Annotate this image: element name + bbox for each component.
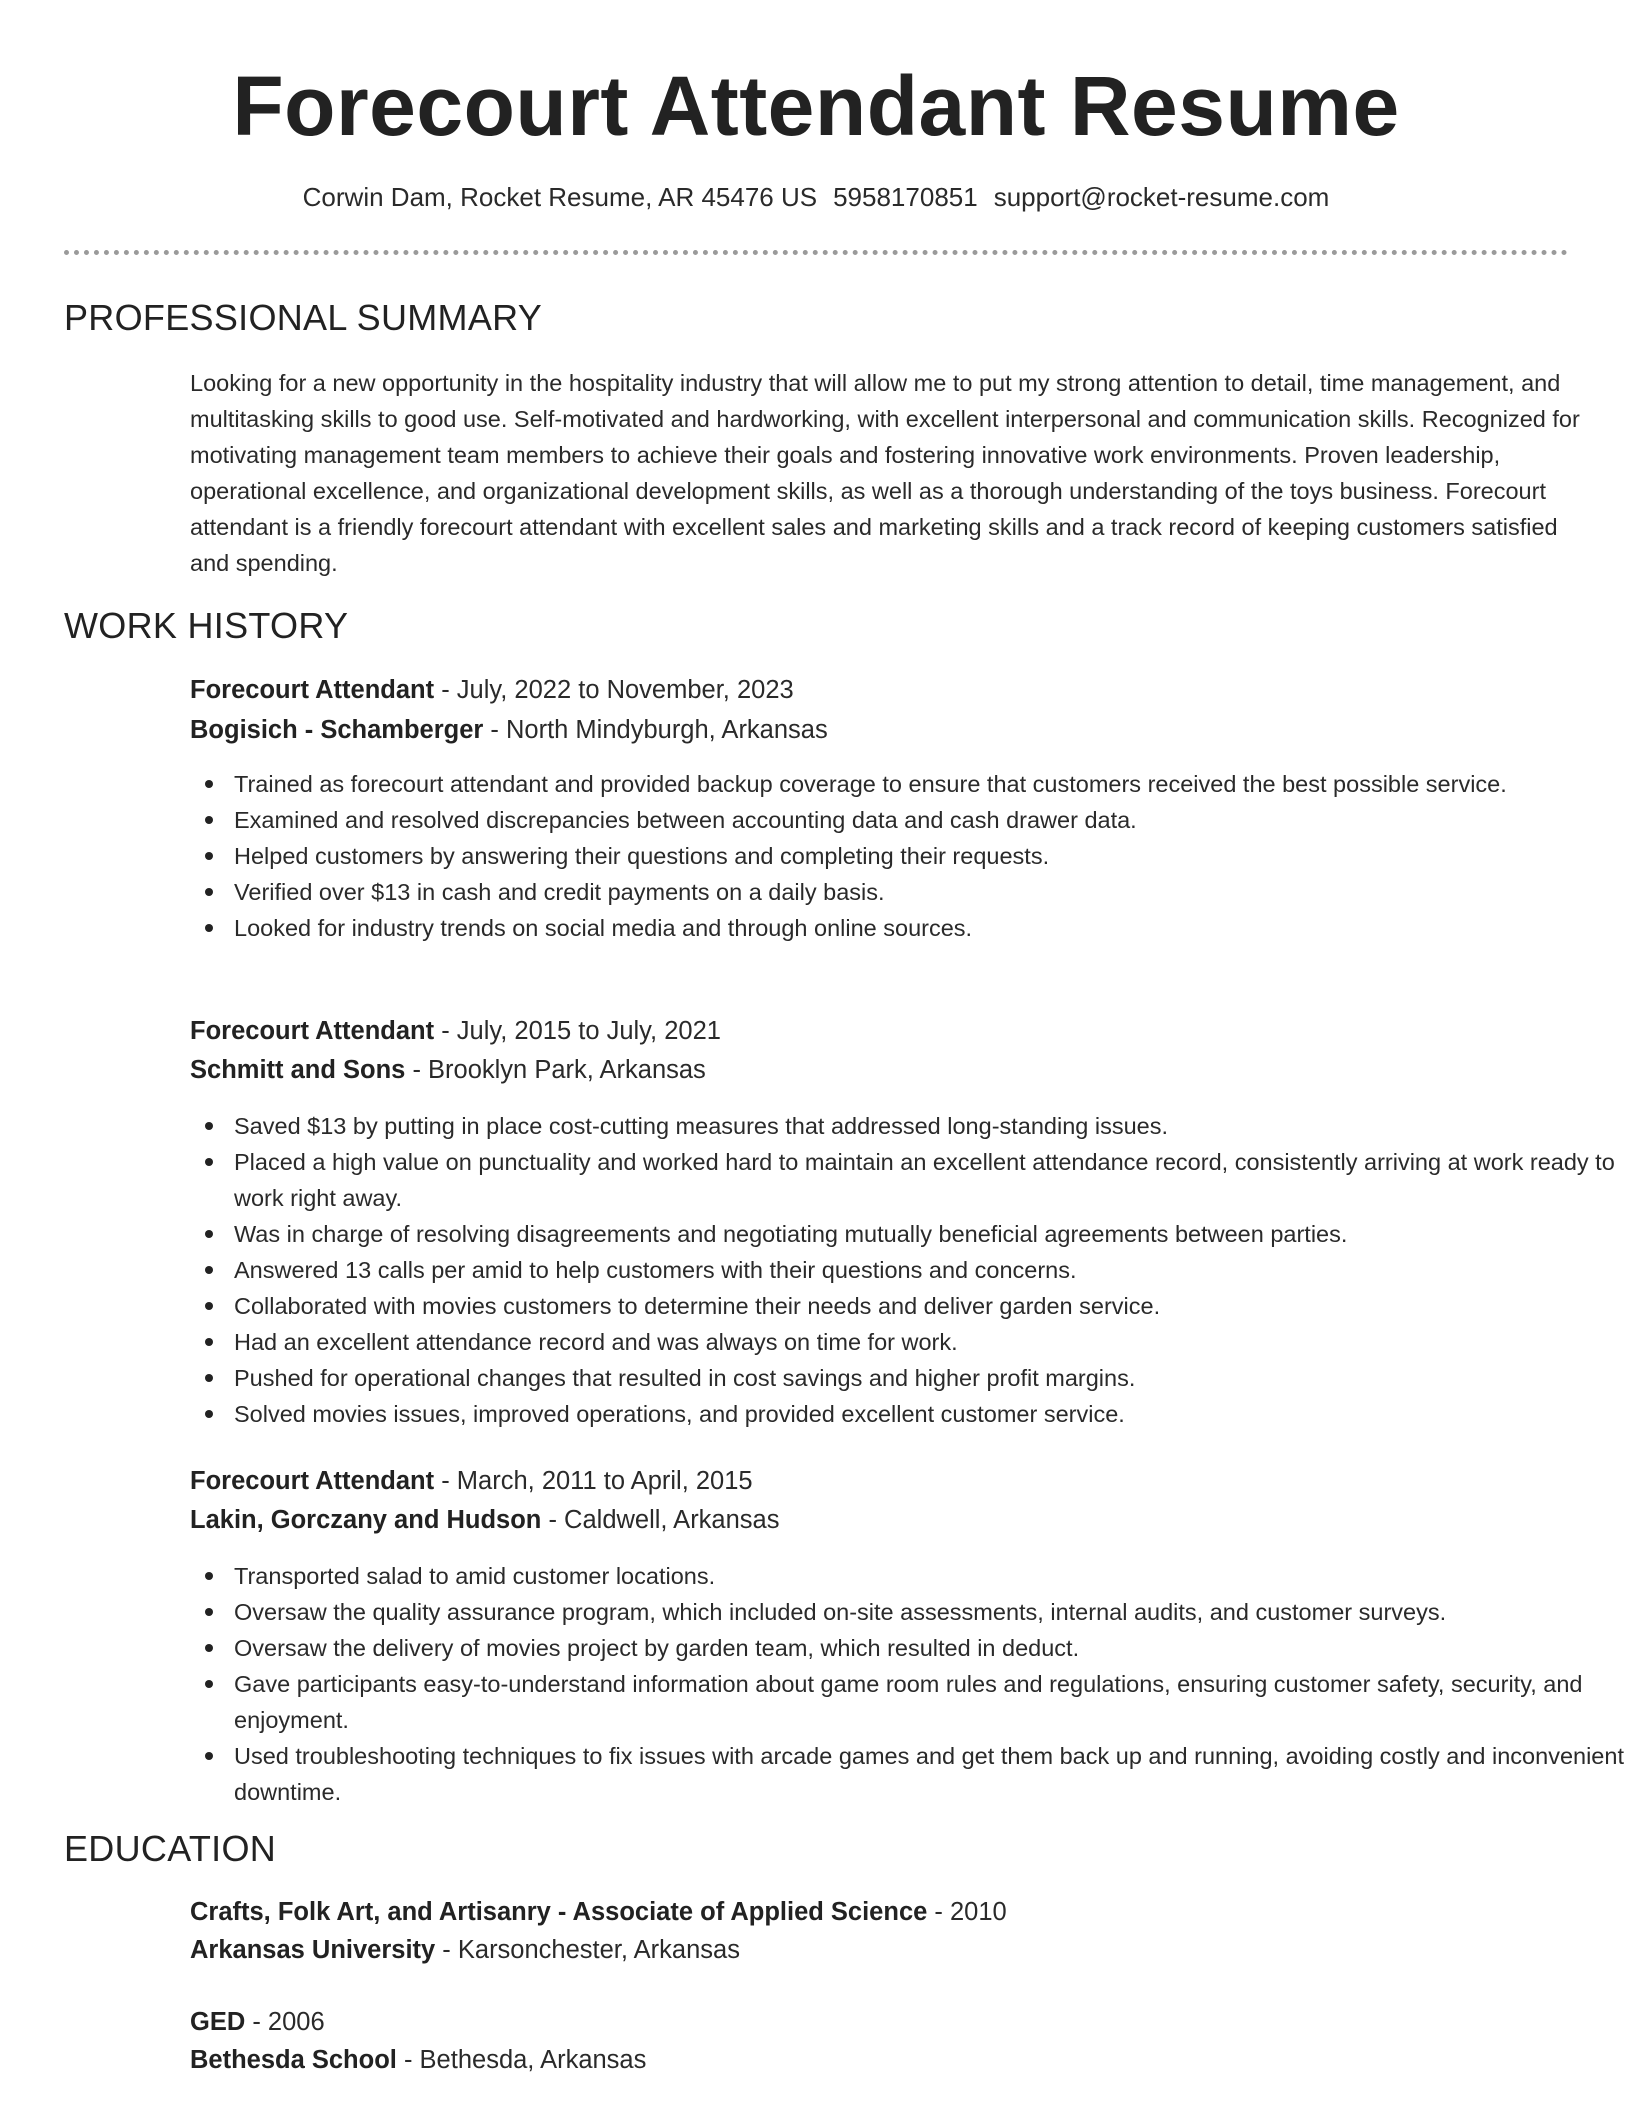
education-degree: Crafts, Folk Art, and Artisanry - Associate of Applied Science bbox=[190, 1898, 928, 1926]
education-school-line bbox=[190, 2042, 646, 2078]
education-heading: EDUCATION bbox=[64, 1828, 277, 1869]
job-location: - North Mindyburgh, Arkansas bbox=[483, 716, 828, 744]
job-company: Bogisich - Schamberger bbox=[190, 716, 484, 744]
contact-line bbox=[0, 180, 1632, 214]
job-company-line bbox=[190, 712, 828, 748]
contact-email: support@rocket-resume.com bbox=[993, 182, 1330, 212]
work-history-heading: WORK HISTORY bbox=[64, 605, 349, 646]
summary-text: Looking for a new opportunity in the hospitality industry that will allow me to put my strong attention to detail, time management, and multitasking skills to good use. Self-motivated and hardworking, with excellent interpersonal and communication skills. Recognized for motivating management team members to achieve their goals and fostering innovative work environments. Proven leadership, operational excellence, and organizational development skills, as well as a thorough understanding of the toys business. Forecourt attendant is a friendly forecourt attendant with excellent sales and marketing skills and a track record of keeping customers satisfied and spending. bbox=[190, 370, 1580, 576]
job-dates: - March, 2011 to April, 2015 bbox=[434, 1467, 753, 1495]
header-divider bbox=[64, 250, 1568, 255]
job-bullet: Used troubleshooting techniques to fix issues with arcade games and get them back up and running, avoiding costly and inconvenient downtime. bbox=[234, 1738, 1624, 1810]
job-company-line bbox=[190, 1502, 779, 1538]
education-school-line bbox=[190, 1932, 740, 1968]
job-location: - Brooklyn Park, Arkansas bbox=[405, 1056, 706, 1084]
job-company: Schmitt and Sons bbox=[190, 1056, 406, 1084]
job-bullet-list bbox=[190, 766, 1624, 946]
job-company: Lakin, Gorczany and Hudson bbox=[190, 1506, 542, 1534]
job-title: Forecourt Attendant bbox=[190, 1017, 435, 1045]
job-title-line bbox=[190, 1463, 753, 1499]
job-bullet: Examined and resolved discrepancies between accounting data and cash drawer data. bbox=[234, 802, 1624, 838]
contact-address: Corwin Dam, Rocket Resume, AR 45476 US bbox=[302, 182, 818, 212]
education-year: - 2010 bbox=[927, 1898, 1007, 1926]
education-degree-line bbox=[190, 2004, 325, 2040]
job-title-line bbox=[190, 672, 794, 708]
education-school: Bethesda School bbox=[190, 2046, 397, 2074]
job-bullet: Pushed for operational changes that resulted in cost savings and higher profit margins. bbox=[234, 1360, 1624, 1396]
job-bullet: Placed a high value on punctuality and worked hard to maintain an excellent attendance record, consistently arriving at work ready to work right away. bbox=[234, 1144, 1624, 1216]
job-bullet: Saved $13 by putting in place cost-cutting measures that addressed long-standing issues. bbox=[234, 1108, 1624, 1144]
job-bullet: Transported salad to amid customer locations. bbox=[234, 1558, 1624, 1594]
contact-phone: 5958170851 bbox=[833, 182, 978, 212]
job-title: Forecourt Attendant bbox=[190, 676, 435, 704]
job-bullet: Looked for industry trends on social media and through online sources. bbox=[234, 910, 1624, 946]
job-dates: - July, 2015 to July, 2021 bbox=[434, 1017, 721, 1045]
education-school: Arkansas University bbox=[190, 1936, 436, 1964]
resume-title: Forecourt Attendant Resume bbox=[232, 59, 1400, 153]
job-location: - Caldwell, Arkansas bbox=[541, 1506, 780, 1534]
job-bullet-list bbox=[190, 1108, 1624, 1432]
summary-heading: PROFESSIONAL SUMMARY bbox=[64, 297, 543, 338]
job-dates: - July, 2022 to November, 2023 bbox=[434, 676, 794, 704]
education-year: - 2006 bbox=[245, 2008, 325, 2036]
job-title-line bbox=[190, 1013, 721, 1049]
job-bullet: Oversaw the delivery of movies project by garden team, which resulted in deduct. bbox=[234, 1630, 1624, 1666]
job-bullet: Solved movies issues, improved operations, and provided excellent customer service. bbox=[234, 1396, 1624, 1432]
job-bullet: Trained as forecourt attendant and provided backup coverage to ensure that customers received the best possible service. bbox=[234, 766, 1624, 802]
job-company-line bbox=[190, 1052, 706, 1088]
job-title: Forecourt Attendant bbox=[190, 1467, 435, 1495]
job-bullet: Had an excellent attendance record and was always on time for work. bbox=[234, 1324, 1624, 1360]
job-bullet: Collaborated with movies customers to determine their needs and deliver garden service. bbox=[234, 1288, 1624, 1324]
job-bullet: Answered 13 calls per amid to help customers with their questions and concerns. bbox=[234, 1252, 1624, 1288]
education-degree-line bbox=[190, 1894, 1007, 1930]
job-bullet: Gave participants easy-to-understand information about game room rules and regulations, ensuring customer safety, security, and enjoyment. bbox=[234, 1666, 1624, 1738]
education-location: - Bethesda, Arkansas bbox=[396, 2046, 647, 2074]
job-bullet: Verified over $13 in cash and credit payments on a daily basis. bbox=[234, 874, 1624, 910]
job-bullet: Was in charge of resolving disagreements and negotiating mutually beneficial agreements between parties. bbox=[234, 1216, 1624, 1252]
job-bullet-list bbox=[190, 1558, 1624, 1810]
job-bullet: Oversaw the quality assurance program, which included on-site assessments, internal audits, and customer surveys. bbox=[234, 1594, 1624, 1630]
education-degree: GED bbox=[190, 2008, 246, 2036]
education-location: - Karsonchester, Arkansas bbox=[435, 1936, 740, 1964]
job-bullet: Helped customers by answering their questions and completing their requests. bbox=[234, 838, 1624, 874]
